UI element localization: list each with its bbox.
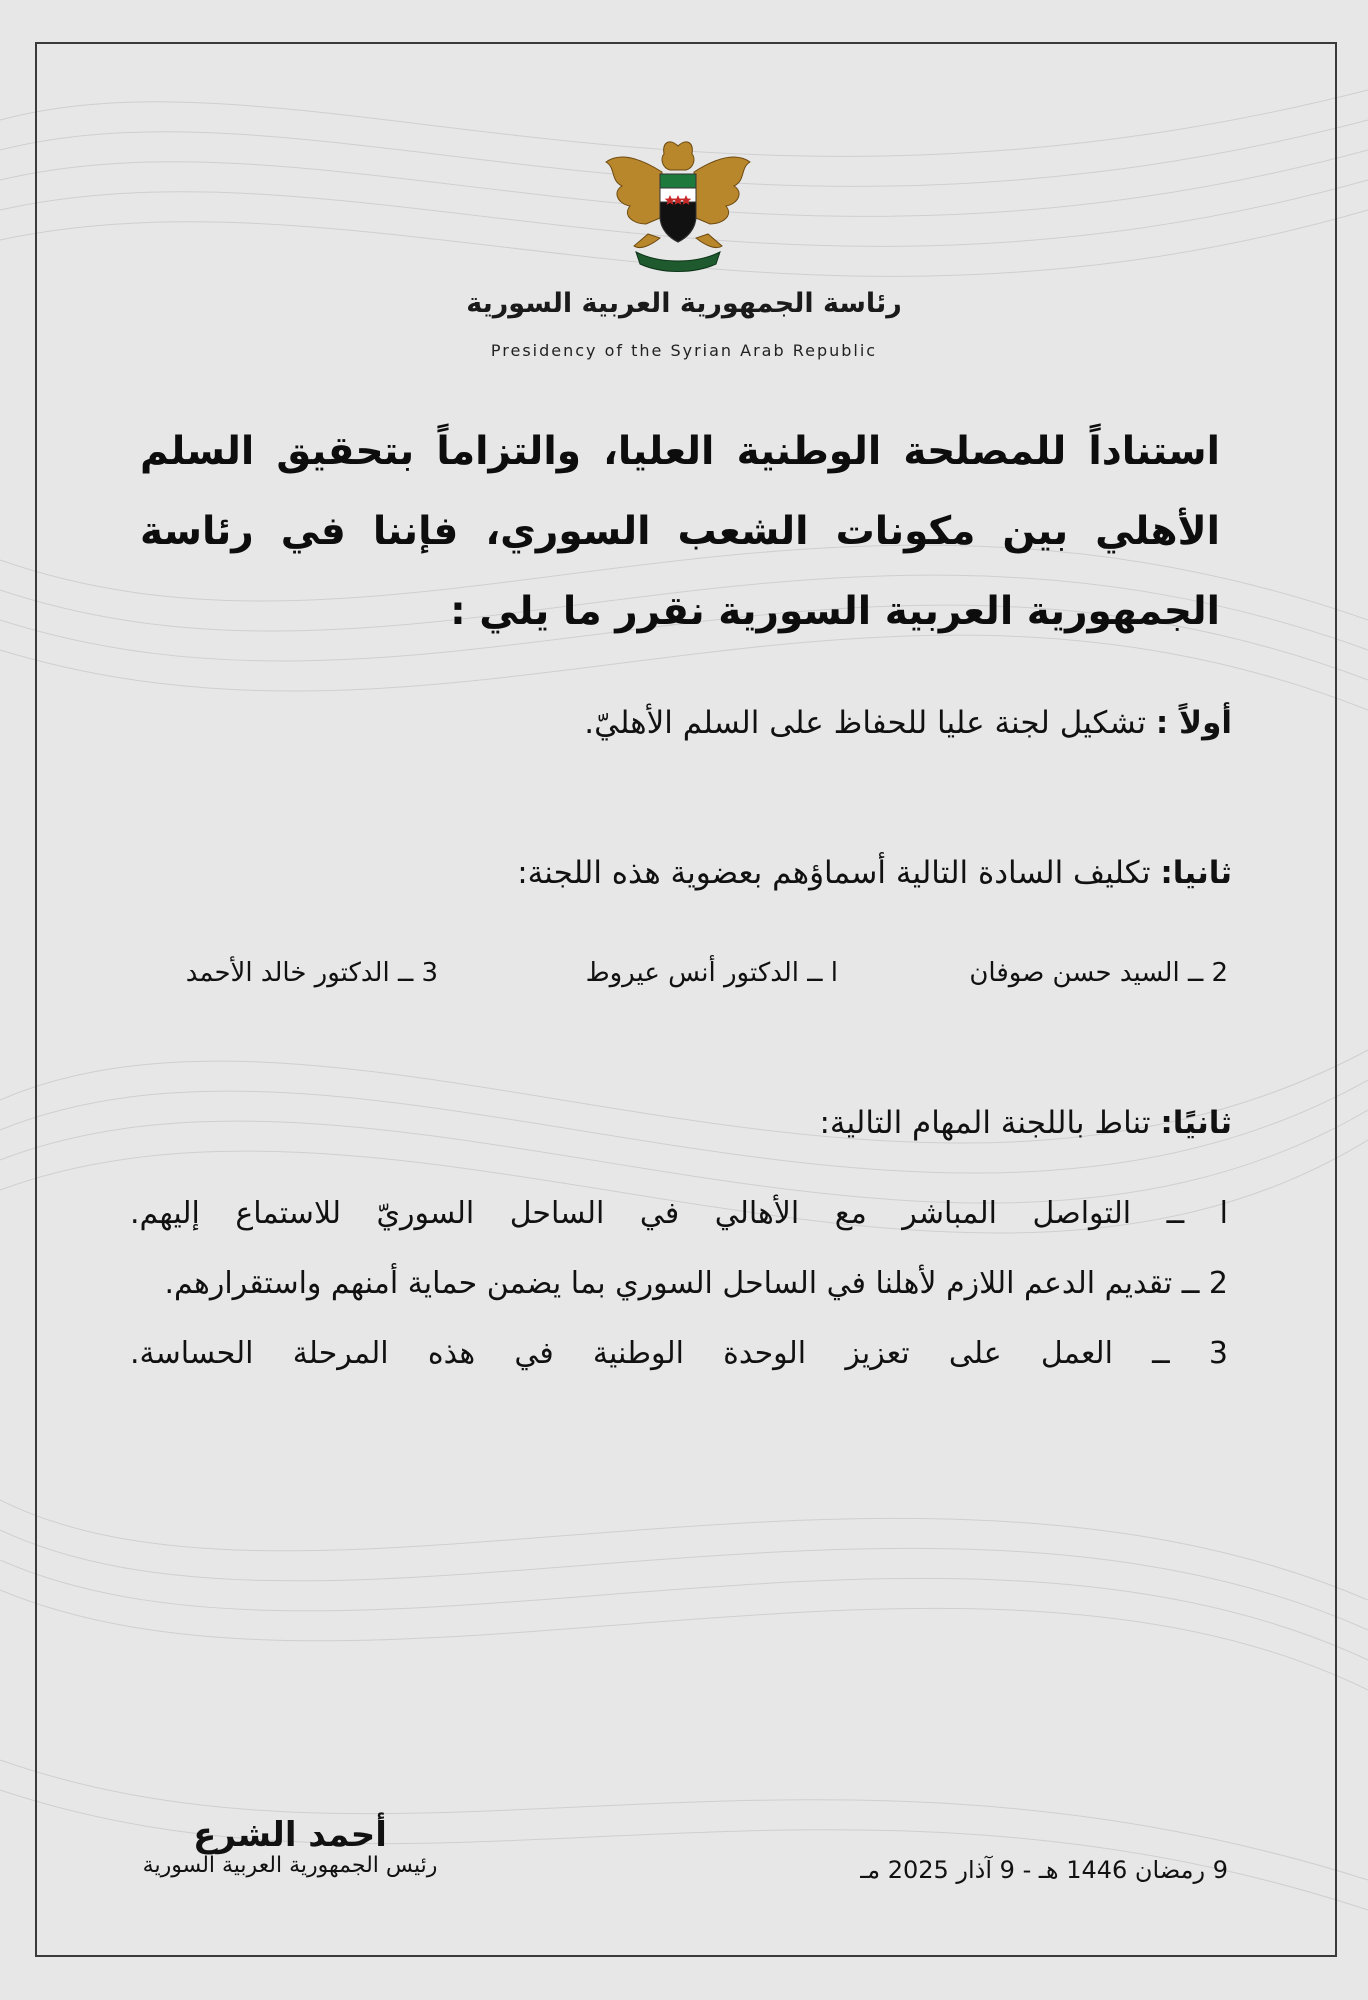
syrian-eagle-emblem-icon <box>600 128 756 278</box>
signatory-name: أحمد الشرع <box>193 1815 387 1855</box>
signatory-title: رئيس الجمهورية العربية السورية <box>142 1853 438 1878</box>
committee-member: 3 ــ الدكتور خالد الأحمد <box>185 958 438 988</box>
task-item: 3 ــ العمل على تعزيز الوحدة الوطنية في هذه المرحلة الحساسة. <box>130 1336 1228 1371</box>
decree-date: 9 رمضان 1446 هـ - 9 آذار 2025 مـ <box>860 1856 1228 1884</box>
clause-second-text: تكليف السادة التالية أسماؤهم بعضوية هذه اللجنة: <box>517 855 1151 891</box>
task-item: 2 ــ تقديم الدعم اللازم لأهلنا في الساحل السوري بما يضمن حماية أمنهم واستقرارهم. <box>164 1266 1228 1301</box>
clause-second <box>232 855 1232 891</box>
committee-member: ا ــ الدكتور أنس عيروط <box>585 958 838 988</box>
clause-third-label: ثانيًا: <box>1160 1105 1232 1141</box>
clause-third <box>232 1105 1232 1141</box>
clause-first <box>232 705 1232 741</box>
presidency-title-arabic: رئاسة الجمهورية العربية السورية <box>466 288 902 319</box>
committee-members <box>140 958 1228 998</box>
decree-preamble: استناداً للمصلحة الوطنية العليا، والتزاماً بتحقيق السلم الأهلي بين مكونات الشعب السوري، فإننا في رئاسة الجمهورية العربية السورية نقرر ما يلي : <box>140 429 1220 634</box>
task-item: ا ــ التواصل المباشر مع الأهالي في الساحل السوريّ للاستماع إليهم. <box>130 1196 1228 1231</box>
clause-third-text: تناط باللجنة المهام التالية: <box>819 1105 1151 1141</box>
clause-second-label: ثانيا: <box>1160 855 1232 891</box>
document-border <box>35 42 1337 1957</box>
presidency-title-english: Presidency of the Syrian Arab Republic <box>490 341 878 360</box>
committee-member: 2 ــ السيد حسن صوفان <box>969 958 1228 988</box>
shield <box>660 174 696 242</box>
clause-first-label: أولاً : <box>1155 705 1232 741</box>
committee-tasks <box>130 1185 1228 1395</box>
clause-first-text: تشكيل لجنة عليا للحفاظ على السلم الأهليّ. <box>584 705 1146 741</box>
